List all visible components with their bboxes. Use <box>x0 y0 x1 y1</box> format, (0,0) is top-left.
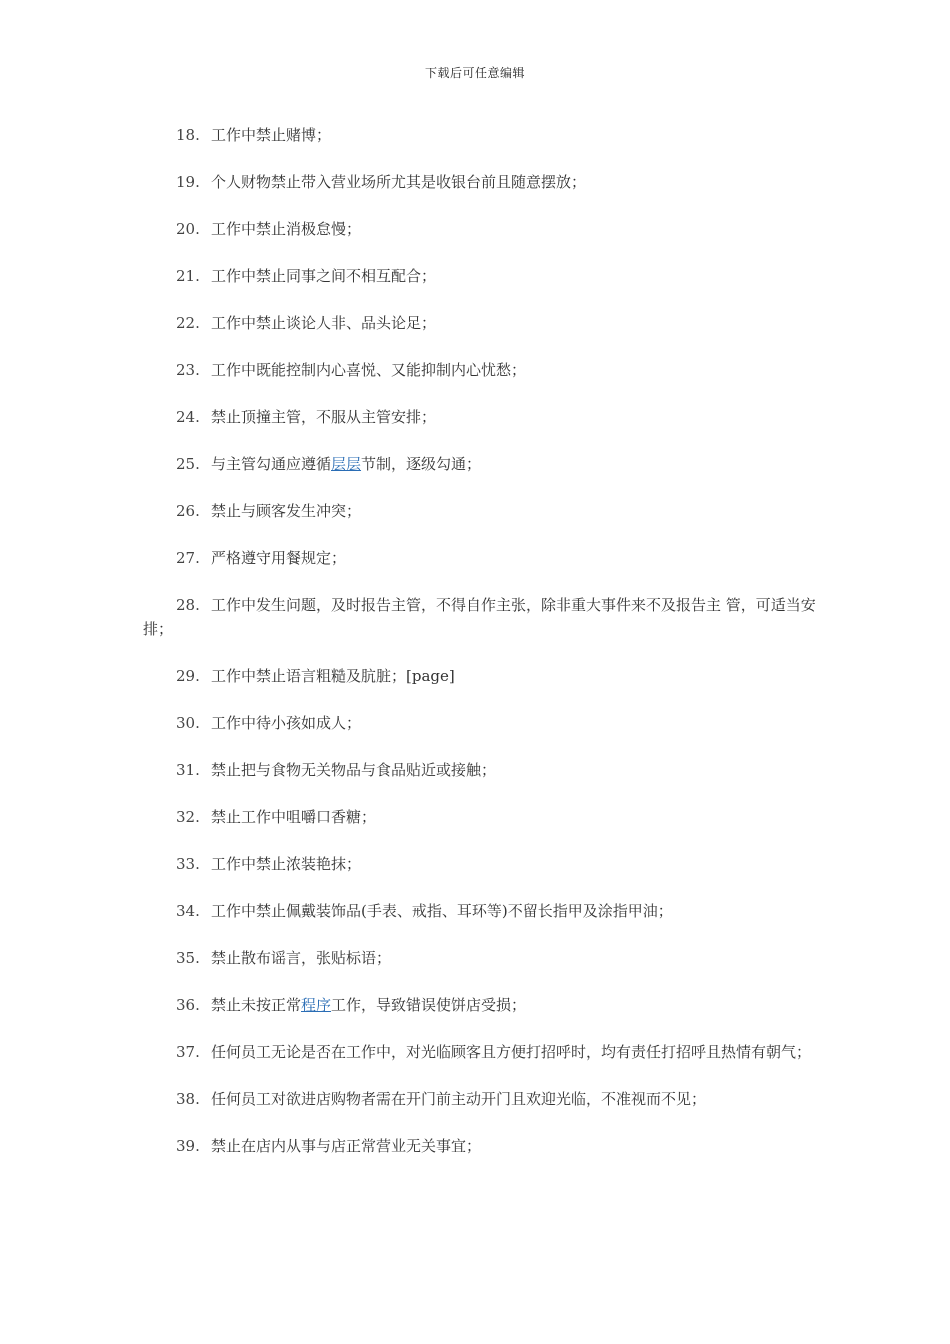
list-item <box>143 946 818 970</box>
list-item <box>143 217 818 241</box>
item-text: 工作中禁止语言粗糙及肮脏；[page] <box>211 667 455 685</box>
item-text: 严格遵守用餐规定； <box>211 549 347 567</box>
item-number: 36. <box>176 996 200 1014</box>
list-item <box>143 852 818 876</box>
item-text: 工作中禁止赌博； <box>211 126 332 144</box>
item-number: 22. <box>176 314 200 332</box>
item-text: 工作中禁止佩戴装饰品(手表、戒指、耳环等)不留长指甲及涂指甲油； <box>211 902 673 920</box>
item-text: 禁止工作中咀嚼口香糖； <box>211 808 377 826</box>
item-text: 工作中禁止浓装艳抹； <box>211 855 362 873</box>
item-number: 30. <box>176 714 200 732</box>
item-text: 工作中禁止同事之间不相互配合； <box>211 267 437 285</box>
item-text-before-link: 与主管勾通应遵循 <box>211 455 332 473</box>
item-text: 禁止顶撞主管，不服从主管安排； <box>211 408 437 426</box>
item-number: 20. <box>176 220 200 238</box>
item-number: 34. <box>176 902 200 920</box>
item-number: 27. <box>176 549 200 567</box>
item-number: 29. <box>176 667 200 685</box>
item-text: 工作中待小孩如成人； <box>211 714 362 732</box>
item-text-after-link: 工作，导致错误使饼店受损； <box>331 996 527 1014</box>
item-text: 工作中禁止消极怠慢； <box>211 220 362 238</box>
item-text: 禁止在店内从事与店正常营业无关事宜； <box>211 1137 482 1155</box>
item-text: 禁止散布谣言，张贴标语； <box>211 949 392 967</box>
list-item <box>143 664 818 688</box>
item-number: 35. <box>176 949 200 967</box>
item-text: 禁止把与食物无关物品与食品贴近或接触； <box>211 761 497 779</box>
list-item <box>143 170 818 194</box>
list-item <box>143 499 818 523</box>
rules-list <box>143 123 818 1181</box>
item-text: 任何员工对欲进店购物者需在开门前主动开门且欢迎光临，不准视而不见； <box>211 1090 707 1108</box>
item-number: 28. <box>176 596 200 614</box>
list-item <box>143 452 818 476</box>
list-item <box>143 711 818 735</box>
list-item <box>143 899 818 923</box>
link-cengceng[interactable]: 层层 <box>331 455 362 473</box>
item-text-before-link: 禁止未按正常 <box>211 996 302 1014</box>
item-number: 23. <box>176 361 200 379</box>
list-item <box>143 1134 818 1158</box>
item-number: 37. <box>176 1043 200 1061</box>
item-text: 个人财物禁止带入营业场所尤其是收银台前且随意摆放； <box>211 173 587 191</box>
list-item <box>143 264 818 288</box>
item-number: 32. <box>176 808 200 826</box>
list-item <box>143 311 818 335</box>
list-item <box>143 1040 818 1064</box>
item-text: 工作中既能控制内心喜悦、又能抑制内心忧愁； <box>211 361 527 379</box>
page-header: 下载后可任意编辑 <box>424 66 525 80</box>
list-item <box>143 405 818 429</box>
list-item <box>143 358 818 382</box>
list-item <box>143 993 818 1017</box>
list-item <box>143 758 818 782</box>
list-item <box>143 1087 818 1111</box>
item-text-after-link: 节制，逐级勾通； <box>361 455 482 473</box>
item-number: 19. <box>176 173 200 191</box>
item-text: 工作中禁止谈论人非、品头论足； <box>211 314 437 332</box>
item-text: 任何员工无论是否在工作中，对光临顾客且方便打招呼时，均有责任打招呼且热情有朝气； <box>211 1043 812 1061</box>
item-number: 38. <box>176 1090 200 1108</box>
list-item <box>143 123 818 147</box>
item-text: 禁止与顾客发生冲突； <box>211 502 362 520</box>
item-number: 33. <box>176 855 200 873</box>
item-number: 39. <box>176 1137 200 1155</box>
item-number: 26. <box>176 502 200 520</box>
item-number: 31. <box>176 761 200 779</box>
list-item <box>143 593 818 641</box>
list-item <box>143 805 818 829</box>
item-number: 21. <box>176 267 200 285</box>
item-text: 工作中发生问题，及时报告主管，不得自作主张，除非重大事件来不及报告主 管，可适当安排； <box>143 596 816 638</box>
link-chengxu[interactable]: 程序 <box>301 996 332 1014</box>
item-number: 24. <box>176 408 200 426</box>
item-number: 18. <box>176 126 200 144</box>
item-number: 25. <box>176 455 200 473</box>
list-item <box>143 546 818 570</box>
